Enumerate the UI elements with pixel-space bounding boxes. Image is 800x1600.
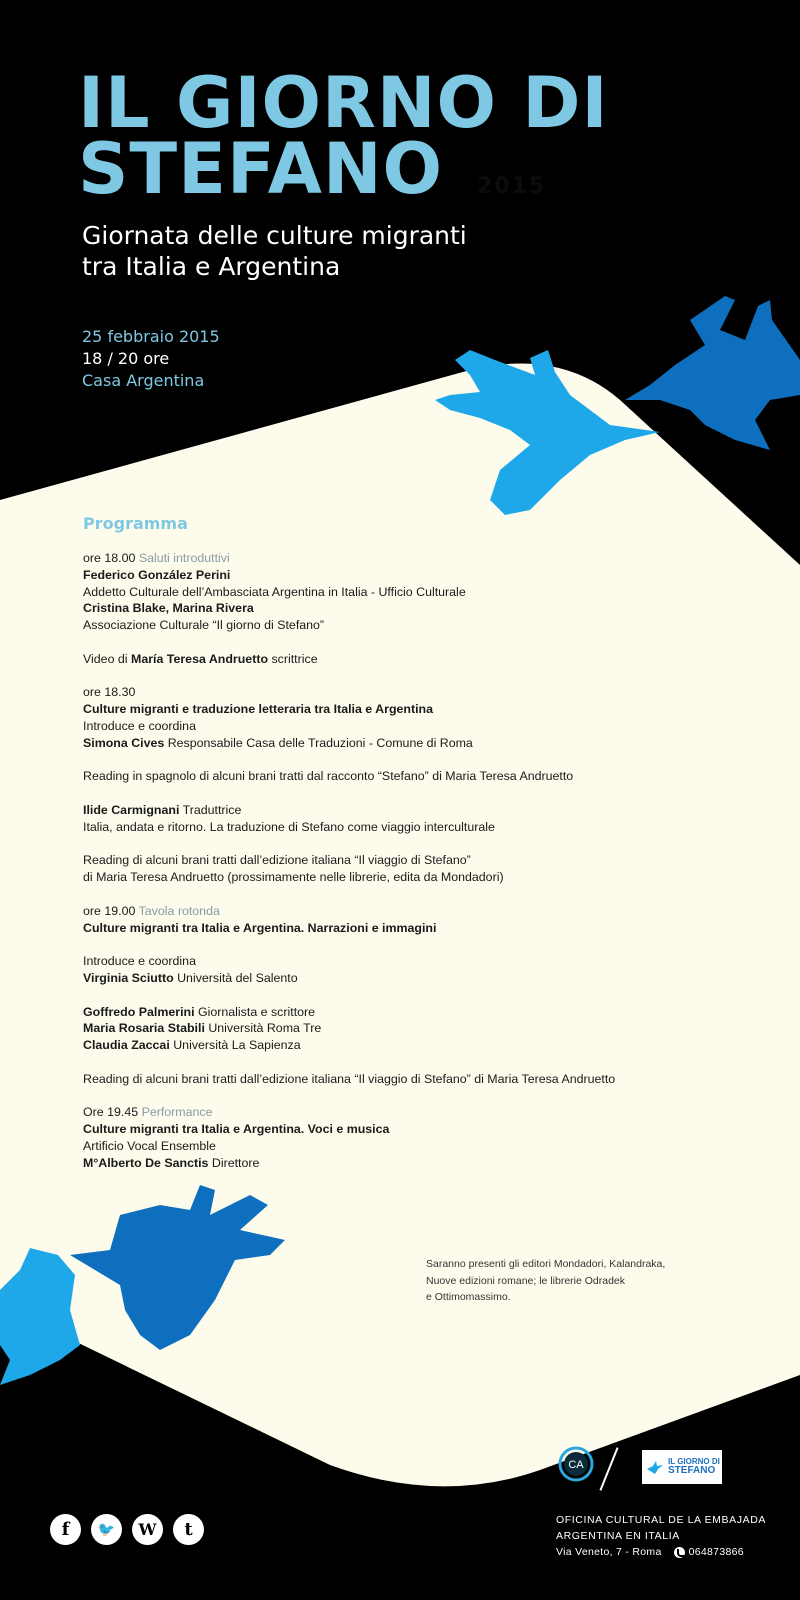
event-details [82, 326, 220, 392]
program-title: Programma [83, 514, 188, 533]
program-bold-text: Cristina Blake, Marina Rivera [83, 601, 254, 616]
event-date: 25 febbraio 2015 [82, 327, 220, 346]
program-spacer [83, 785, 723, 802]
program-bold-text: Claudia Zaccai [83, 1038, 170, 1053]
event-time: 18 / 20 ore [82, 349, 170, 368]
event-subtitle [82, 220, 467, 282]
program-text: Artificio Vocal Ensemble [83, 1138, 216, 1153]
program-text: Giornalista e scrittore [194, 1004, 316, 1019]
program-line [83, 684, 723, 701]
program-text: Università del Salento [173, 970, 298, 985]
facebook-icon[interactable]: f [50, 1514, 81, 1545]
casa-argentina-logo[interactable] [556, 1444, 596, 1484]
program-line [83, 920, 723, 937]
program-line [83, 768, 723, 785]
program-section-label: Tavola rotonda [138, 903, 220, 918]
program-list [83, 550, 723, 1171]
bird-icon [646, 1459, 664, 1475]
program-line [83, 735, 723, 752]
program-line [83, 1020, 723, 1037]
program-text: Introduce e coordina [83, 718, 196, 733]
title-badge: 2015 [477, 174, 547, 199]
social-links [50, 1514, 204, 1545]
program-text: ore 18.00 [83, 551, 139, 565]
program-spacer [83, 936, 723, 953]
program-line [83, 970, 723, 987]
program-line [83, 600, 723, 617]
title-line-2: STEFANO [78, 128, 444, 210]
program-line [83, 651, 723, 668]
program-bold-text: María Teresa Andruetto [131, 651, 269, 666]
editors-note [426, 1256, 726, 1306]
program-section-label: Performance [141, 1105, 213, 1120]
program-text: Introduce e coordina [83, 954, 196, 969]
editors-line-2: Nuove edizioni romane; le librerie Odradek [426, 1274, 626, 1287]
program-text: Ore 19.45 [83, 1105, 142, 1120]
program-line [83, 953, 723, 970]
program-text: ore 18.30 [83, 685, 136, 700]
bird-top-dark [625, 296, 800, 450]
program-text: Addetto Culturale dell’Ambasciata Argentina in Italia - Ufficio Culturale [83, 584, 466, 599]
program-line [83, 1121, 723, 1138]
program-line [83, 1004, 723, 1021]
tumblr-icon[interactable]: t [173, 1514, 204, 1545]
program-line [83, 701, 723, 718]
title-line-1: IL GIORNO DI [78, 62, 609, 144]
program-line [83, 1138, 723, 1155]
program-spacer [83, 1088, 723, 1105]
program-spacer [83, 1054, 723, 1071]
program-spacer [83, 886, 723, 903]
program-line [83, 718, 723, 735]
program-line [83, 819, 723, 836]
gs-logo-line-2: STEFANO [668, 1465, 716, 1476]
program-text: scrittrice [268, 651, 318, 666]
program-text: Italia, andata e ritorno. La traduzione di Stefano come viaggio interculturale [83, 819, 495, 834]
program-bold-text: Culture migranti tra Italia e Argentina. Narrazioni e immagini [83, 920, 437, 935]
giorno-di-stefano-logo[interactable] [642, 1450, 722, 1484]
program-line [83, 1104, 723, 1121]
program-bold-text: M°Alberto De Sanctis [83, 1155, 209, 1170]
subtitle-line-1: Giornata delle culture migranti [82, 221, 467, 250]
program-line [83, 1071, 723, 1088]
program-line [83, 852, 723, 869]
program-bold-text: Virginia Sciutto [83, 970, 174, 985]
program-text: Traduttrice [179, 802, 242, 817]
logo-divider [599, 1447, 618, 1490]
twitter-icon[interactable]: 🐦 [91, 1514, 122, 1545]
program-line [83, 567, 723, 584]
program-bold-text: Ilide Carmignani [83, 802, 180, 817]
office-phone[interactable]: 064873866 [688, 1546, 744, 1558]
program-text: Video di [83, 651, 131, 666]
program-bold-text: Culture migranti tra Italia e Argentina. Voci e musica [83, 1122, 390, 1137]
program-line [83, 802, 723, 819]
program-text: di Maria Teresa Andruetto (prossimamente nelle librerie, edita da Mondadori) [83, 870, 504, 885]
ca-logo-text: CA [568, 1459, 584, 1471]
program-text: Università La Sapienza [169, 1038, 301, 1053]
phone-icon [674, 1547, 685, 1558]
event-title [78, 62, 609, 210]
office-address: Via Veneto, 7 - Roma [556, 1546, 662, 1558]
program-text: Reading in spagnolo di alcuni brani tratti dal racconto “Stefano” di Maria Teresa Andruetto [83, 769, 574, 784]
program-text: Università Roma Tre [204, 1021, 322, 1036]
program-line [83, 1155, 723, 1172]
program-spacer [83, 836, 723, 853]
office-info [556, 1512, 766, 1560]
program-text: Reading di alcuni brani tratti dall’edizione italiana “Il viaggio di Stefano” di Maria Teresa Andruetto [83, 1071, 616, 1086]
office-line-2: ARGENTINA EN ITALIA [556, 1530, 680, 1542]
program-section-label: Saluti introduttivi [138, 551, 230, 565]
editors-line-3: e Ottimomassimo. [426, 1291, 511, 1303]
program-text: Responsabile Casa delle Traduzioni - Comune di Roma [164, 735, 473, 750]
program-line [83, 584, 723, 601]
office-line-1: OFICINA CULTURAL DE LA EMBAJADA [556, 1514, 766, 1526]
program-spacer [83, 752, 723, 769]
subtitle-line-2: tra Italia e Argentina [82, 252, 341, 281]
program-bold-text: Culture migranti e traduzione letteraria tra Italia e Argentina [83, 702, 433, 717]
editors-line-1: Saranno presenti gli editori Mondadori, Kalandraka, [426, 1258, 666, 1270]
program-bold-text: Simona Cives [83, 735, 165, 750]
program-bold-text: Goffredo Palmerini [83, 1004, 195, 1019]
program-bold-text: Maria Rosaria Stabili [83, 1021, 205, 1036]
program-spacer [83, 668, 723, 685]
program-spacer [83, 987, 723, 1004]
program-line [83, 903, 723, 920]
footer-logos [556, 1444, 726, 1490]
program-spacer [83, 634, 723, 651]
program-line [83, 869, 723, 886]
gs-logo-line-1: IL GIORNO DI [668, 1457, 720, 1466]
program-text: Direttore [208, 1155, 260, 1170]
program-text: Associazione Culturale “Il giorno di Stefano” [83, 618, 325, 633]
event-venue: Casa Argentina [82, 371, 205, 390]
program-line [83, 1037, 723, 1054]
program-line [83, 617, 723, 634]
program-bold-text: Federico González Perini [83, 567, 231, 582]
program-line [83, 550, 723, 567]
program-text: ore 19.00 [83, 903, 139, 918]
wordpress-icon[interactable]: W [132, 1514, 163, 1545]
program-text: Reading di alcuni brani tratti dall’edizione italiana “Il viaggio di Stefano” [83, 853, 471, 868]
